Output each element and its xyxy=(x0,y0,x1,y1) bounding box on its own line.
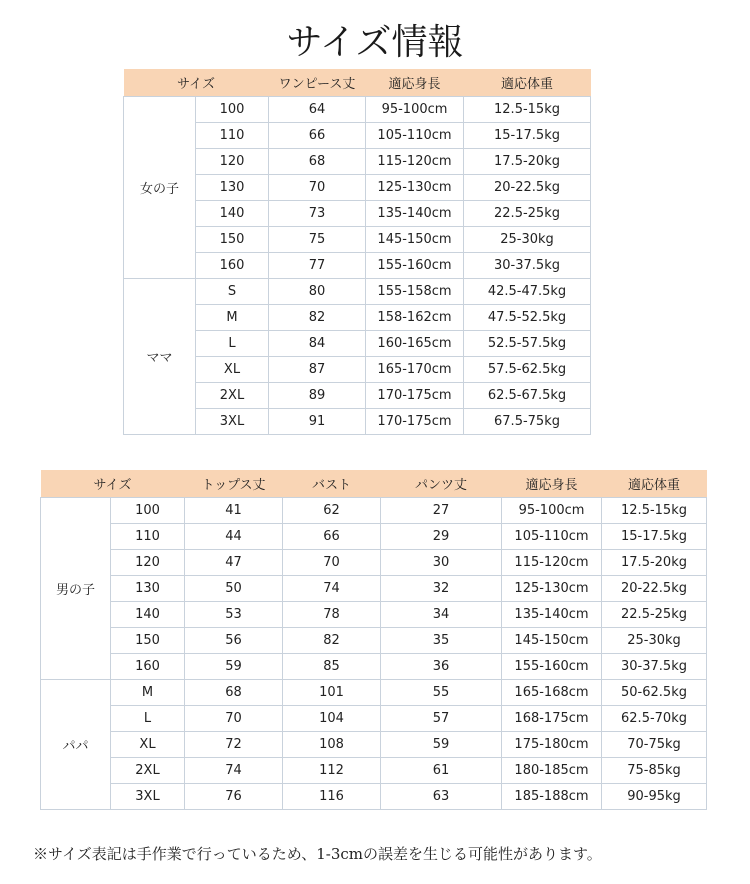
size-table-girls-mama xyxy=(123,69,591,435)
header-bust: バスト xyxy=(283,470,381,498)
size-disclaimer-note: ※サイズ表記は手作業で行っているため、1-3cmの誤差を生じる可能性があります。 xyxy=(33,845,602,863)
table-row xyxy=(124,279,591,305)
table-cell: XL xyxy=(111,732,185,758)
table-cell: 105-110cm xyxy=(366,123,464,149)
table-cell: 170-175cm xyxy=(366,383,464,409)
table-cell: 70 xyxy=(269,175,366,201)
table-row xyxy=(41,628,707,654)
table-body xyxy=(41,498,707,810)
table-cell: 55 xyxy=(381,680,502,706)
table-cell: 52.5-57.5kg xyxy=(464,331,591,357)
table-cell: 155-160cm xyxy=(502,654,602,680)
table-cell: 30 xyxy=(381,550,502,576)
table-cell: 70 xyxy=(185,706,283,732)
table-cell: 12.5-15kg xyxy=(602,498,707,524)
header-height: 適応身長 xyxy=(502,470,602,498)
table-cell: 15-17.5kg xyxy=(464,123,591,149)
table-row xyxy=(124,97,591,123)
table-cell: 101 xyxy=(283,680,381,706)
group-label: パパ xyxy=(41,680,111,810)
table-cell: 68 xyxy=(269,149,366,175)
table-cell: 22.5-25kg xyxy=(602,602,707,628)
table-cell: 3XL xyxy=(196,409,269,435)
table-cell: 140 xyxy=(111,602,185,628)
table-cell: 100 xyxy=(196,97,269,123)
table-cell: 150 xyxy=(196,227,269,253)
table-cell: 63 xyxy=(381,784,502,810)
table-header-row xyxy=(124,69,591,97)
table-cell: 82 xyxy=(283,628,381,654)
table-cell: 84 xyxy=(269,331,366,357)
table-row xyxy=(41,758,707,784)
table-cell: 62.5-70kg xyxy=(602,706,707,732)
table-cell: 80 xyxy=(269,279,366,305)
table-cell: 47.5-52.5kg xyxy=(464,305,591,331)
table-cell: 59 xyxy=(381,732,502,758)
table-cell: 180-185cm xyxy=(502,758,602,784)
group-label: 女の子 xyxy=(124,97,196,279)
table-cell: 25-30kg xyxy=(602,628,707,654)
table-cell: 125-130cm xyxy=(502,576,602,602)
table-cell: 130 xyxy=(111,576,185,602)
table-cell: 17.5-20kg xyxy=(602,550,707,576)
table-cell: 155-160cm xyxy=(366,253,464,279)
table-cell: 62 xyxy=(283,498,381,524)
table-cell: 145-150cm xyxy=(502,628,602,654)
header-dress-length: ワンピース丈 xyxy=(269,69,366,97)
table-row xyxy=(41,732,707,758)
table-cell: 175-180cm xyxy=(502,732,602,758)
table-cell: 160 xyxy=(196,253,269,279)
table-cell: 42.5-47.5kg xyxy=(464,279,591,305)
table-cell: 74 xyxy=(185,758,283,784)
table-cell: 70 xyxy=(283,550,381,576)
table-cell: 50 xyxy=(185,576,283,602)
table-cell: M xyxy=(111,680,185,706)
table-cell: 2XL xyxy=(111,758,185,784)
table-cell: L xyxy=(111,706,185,732)
table-cell: 67.5-75kg xyxy=(464,409,591,435)
table-cell: 57.5-62.5kg xyxy=(464,357,591,383)
table-cell: 62.5-67.5kg xyxy=(464,383,591,409)
table-cell: 185-188cm xyxy=(502,784,602,810)
table-cell: 32 xyxy=(381,576,502,602)
table-cell: 125-130cm xyxy=(366,175,464,201)
table-cell: 89 xyxy=(269,383,366,409)
table-header-row xyxy=(41,470,707,498)
header-pants-length: パンツ丈 xyxy=(381,470,502,498)
table-cell: 15-17.5kg xyxy=(602,524,707,550)
table-cell: 2XL xyxy=(196,383,269,409)
table-cell: 155-158cm xyxy=(366,279,464,305)
table-cell: 17.5-20kg xyxy=(464,149,591,175)
table-cell: 74 xyxy=(283,576,381,602)
header-weight: 適応体重 xyxy=(602,470,707,498)
table-cell: S xyxy=(196,279,269,305)
size-table-boys-papa xyxy=(40,470,707,810)
table-cell: 116 xyxy=(283,784,381,810)
table-cell: 77 xyxy=(269,253,366,279)
table-row xyxy=(41,550,707,576)
header-height: 適応身長 xyxy=(366,69,464,97)
table-cell: 47 xyxy=(185,550,283,576)
table-cell: 61 xyxy=(381,758,502,784)
table-cell: 150 xyxy=(111,628,185,654)
table-cell: 158-162cm xyxy=(366,305,464,331)
table-cell: 30-37.5kg xyxy=(464,253,591,279)
table-cell: 110 xyxy=(196,123,269,149)
table-cell: 105-110cm xyxy=(502,524,602,550)
table-cell: 82 xyxy=(269,305,366,331)
table-cell: XL xyxy=(196,357,269,383)
table-cell: 72 xyxy=(185,732,283,758)
table-cell: 95-100cm xyxy=(366,97,464,123)
table-row xyxy=(41,706,707,732)
table-cell: 91 xyxy=(269,409,366,435)
table-body xyxy=(124,97,591,435)
table-cell: 36 xyxy=(381,654,502,680)
table-cell: 160 xyxy=(111,654,185,680)
table-cell: 41 xyxy=(185,498,283,524)
table-cell: 22.5-25kg xyxy=(464,201,591,227)
table-row xyxy=(41,576,707,602)
table-cell: 34 xyxy=(381,602,502,628)
table-cell: 165-170cm xyxy=(366,357,464,383)
table-cell: 64 xyxy=(269,97,366,123)
table-cell: 115-120cm xyxy=(502,550,602,576)
table-cell: 95-100cm xyxy=(502,498,602,524)
table-cell: 53 xyxy=(185,602,283,628)
table-cell: 56 xyxy=(185,628,283,654)
table-cell: 104 xyxy=(283,706,381,732)
header-size: サイズ xyxy=(124,69,269,97)
group-label: ママ xyxy=(124,279,196,435)
header-weight: 適応体重 xyxy=(464,69,591,97)
table-cell: 27 xyxy=(381,498,502,524)
page-title: サイズ情報 xyxy=(286,22,464,63)
header-size: サイズ xyxy=(41,470,185,498)
table-cell: 12.5-15kg xyxy=(464,97,591,123)
table-cell: 59 xyxy=(185,654,283,680)
table-cell: 20-22.5kg xyxy=(602,576,707,602)
table-cell: L xyxy=(196,331,269,357)
table-cell: 57 xyxy=(381,706,502,732)
table-row xyxy=(41,784,707,810)
table-cell: 168-175cm xyxy=(502,706,602,732)
table-cell: 73 xyxy=(269,201,366,227)
table-cell: 66 xyxy=(283,524,381,550)
table-cell: 87 xyxy=(269,357,366,383)
group-label: 男の子 xyxy=(41,498,111,680)
table-cell: 90-95kg xyxy=(602,784,707,810)
table-cell: 145-150cm xyxy=(366,227,464,253)
table-cell: 112 xyxy=(283,758,381,784)
table-cell: 120 xyxy=(111,550,185,576)
table-cell: 170-175cm xyxy=(366,409,464,435)
table-row xyxy=(41,654,707,680)
table-cell: 3XL xyxy=(111,784,185,810)
table-cell: M xyxy=(196,305,269,331)
table-cell: 25-30kg xyxy=(464,227,591,253)
table-cell: 115-120cm xyxy=(366,149,464,175)
table-cell: 30-37.5kg xyxy=(602,654,707,680)
table-cell: 108 xyxy=(283,732,381,758)
table-cell: 35 xyxy=(381,628,502,654)
table-cell: 135-140cm xyxy=(366,201,464,227)
table-cell: 29 xyxy=(381,524,502,550)
table-cell: 50-62.5kg xyxy=(602,680,707,706)
table-cell: 78 xyxy=(283,602,381,628)
table-cell: 165-168cm xyxy=(502,680,602,706)
header-tops-length: トップス丈 xyxy=(185,470,283,498)
table-row xyxy=(41,498,707,524)
table-row xyxy=(41,680,707,706)
table-row xyxy=(41,602,707,628)
table-cell: 68 xyxy=(185,680,283,706)
table-cell: 75 xyxy=(269,227,366,253)
table-cell: 44 xyxy=(185,524,283,550)
table-cell: 70-75kg xyxy=(602,732,707,758)
table-cell: 110 xyxy=(111,524,185,550)
table-cell: 75-85kg xyxy=(602,758,707,784)
table-cell: 76 xyxy=(185,784,283,810)
table-cell: 130 xyxy=(196,175,269,201)
table-cell: 20-22.5kg xyxy=(464,175,591,201)
table-cell: 160-165cm xyxy=(366,331,464,357)
table-cell: 135-140cm xyxy=(502,602,602,628)
table-cell: 100 xyxy=(111,498,185,524)
table-cell: 66 xyxy=(269,123,366,149)
table-cell: 140 xyxy=(196,201,269,227)
table-cell: 85 xyxy=(283,654,381,680)
table-cell: 120 xyxy=(196,149,269,175)
table-row xyxy=(41,524,707,550)
